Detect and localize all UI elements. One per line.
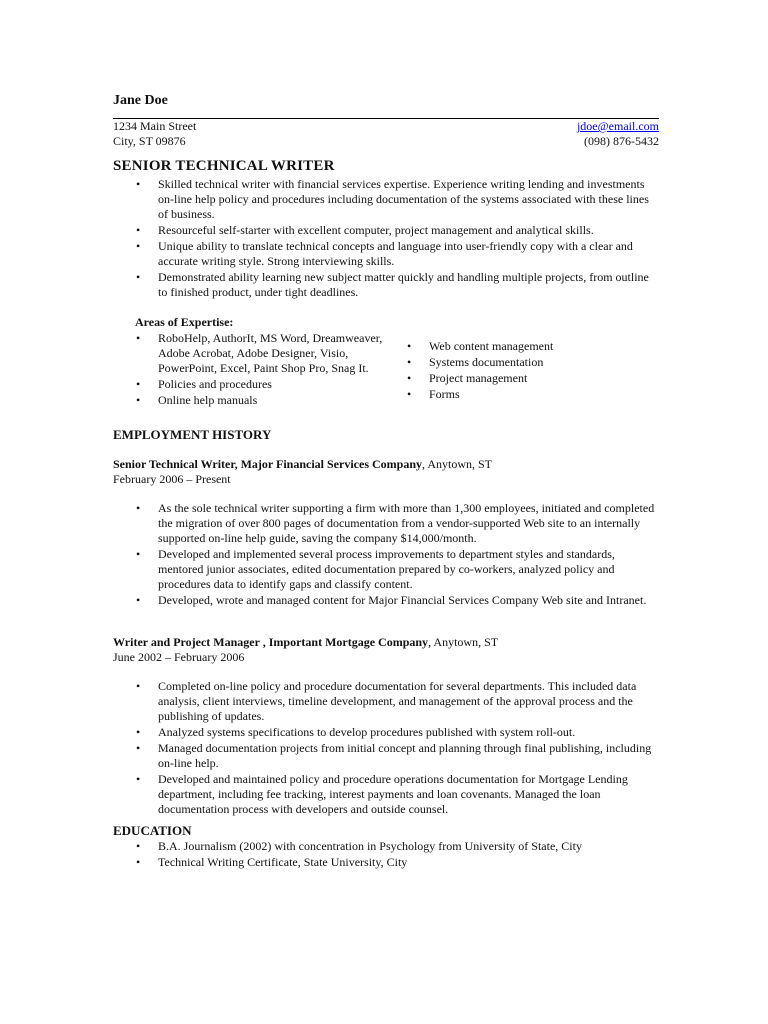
job-role-company: Senior Technical Writer, Major Financial Services Company xyxy=(113,457,422,471)
street-address: 1234 Main Street xyxy=(113,119,197,133)
city-state-zip: City, ST 09876 xyxy=(113,134,186,148)
expertise-item: • Project management xyxy=(384,371,659,386)
summary-item: • Unique ability to translate technical concepts and language into user-friendly copy with a clear and accurate writing style. Strong interviewing skills. xyxy=(113,239,659,269)
expertise-item: • Systems documentation xyxy=(384,355,659,370)
expertise-item: • Forms xyxy=(384,387,659,402)
job-entry xyxy=(113,635,659,817)
job-title-heading: SENIOR TECHNICAL WRITER xyxy=(113,158,335,174)
summary-list xyxy=(113,177,659,300)
expertise-item: • Web content management xyxy=(384,339,659,354)
resume-page xyxy=(113,92,659,871)
contact-block xyxy=(113,118,659,149)
job-bullets xyxy=(113,501,659,608)
contact-info xyxy=(577,119,659,149)
summary-item: • Resourceful self-starter with excellent computer, project management and analytical skills. xyxy=(113,223,659,238)
job-location: , Anytown, ST xyxy=(422,457,493,471)
candidate-name: Jane Doe xyxy=(113,93,168,108)
job-dates: February 2006 – Present xyxy=(113,472,231,486)
expertise-item: • RoboHelp, AuthorIt, MS Word, Dreamweaver, Adobe Acrobat, Adobe Designer, Visio, PowerPoint, Excel, Paint Shop Pro, Snag It. xyxy=(113,331,398,376)
summary-item: • Demonstrated ability learning new subject matter quickly and handling multiple projects, from outline to finished product, under tight deadlines. xyxy=(113,270,659,300)
education-item: • Technical Writing Certificate, State University, City xyxy=(113,855,659,870)
email-link[interactable]: jdoe@email.com xyxy=(576,119,659,133)
education-list xyxy=(113,839,659,870)
job-bullet: • Developed and implemented several process improvements to department styles and standards, mentored junior associates, edited documentation prepared by co-workers, analyzed policy and procedures data to identify gaps and classify content. xyxy=(113,547,659,592)
education-heading: EDUCATION xyxy=(113,823,192,838)
job-entry xyxy=(113,457,659,608)
expertise-column-1 xyxy=(113,331,398,409)
areas-of-expertise xyxy=(113,331,659,409)
education-item: • B.A. Journalism (2002) with concentration in Psychology from University of State, City xyxy=(113,839,659,854)
job-bullet: • Completed on-line policy and procedure documentation for several departments. This included data analysis, client interviews, timeline development, and management of the approval process and the publishing of updates. xyxy=(113,679,659,724)
job-bullet: • Managed documentation projects from initial concept and planning through final publishing, including on-line help. xyxy=(113,741,659,771)
address xyxy=(113,119,196,149)
job-bullet: • As the sole technical writer supporting a firm with more than 1,300 employees, initiated and completed the migration of over 800 pages of documentation from a vendor-supported Web site to an internally supported on-line help guide, saving the company $14,000/month. xyxy=(113,501,659,546)
job-bullets xyxy=(113,679,659,817)
job-role-company: Writer and Project Manager , Important Mortgage Company xyxy=(113,635,429,649)
expertise-item: • Policies and procedures xyxy=(113,377,398,392)
job-bullet: • Analyzed systems specifications to develop procedures published with system roll-out. xyxy=(113,725,659,740)
summary-item: • Skilled technical writer with financial services expertise. Experience writing lending and investments on-line help policy and procedures including documentation of the systems associated with these lines of business. xyxy=(113,177,659,222)
areas-heading: Areas of Expertise: xyxy=(135,315,234,329)
job-bullet: • Developed, wrote and managed content for Major Financial Services Company Web site and Intranet. xyxy=(113,593,659,608)
expertise-item: • Online help manuals xyxy=(113,393,398,408)
job-location: , Anytown, ST xyxy=(428,635,499,649)
job-dates: June 2002 – February 2006 xyxy=(113,650,245,664)
expertise-column-2 xyxy=(384,339,659,403)
phone-number: (098) 876-5432 xyxy=(584,134,659,148)
job-bullet: • Developed and maintained policy and procedure operations documentation for Mortgage Lending department, including fee tracking, interest payments and loan covenants. Managed the loan documentation process with developers and outside counsel. xyxy=(113,772,659,817)
employment-heading: EMPLOYMENT HISTORY xyxy=(113,427,272,442)
